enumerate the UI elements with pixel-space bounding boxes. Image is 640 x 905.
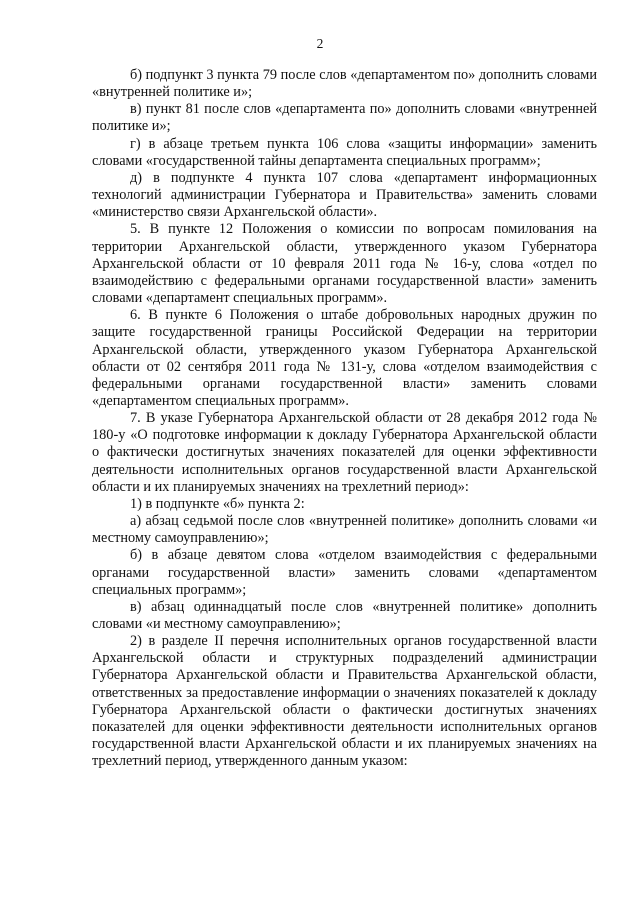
paragraph-b-subpoint: б) подпункт 3 пункта 79 после слов «департаментом по» дополнить словами «внутренней политике и»; <box>92 67 597 101</box>
paragraph-g-point: г) в абзаце третьем пункта 106 слова «защиты информации» заменить словами «государственной тайны департамента специальных программ»; <box>92 135 597 169</box>
paragraph-v-point: в) пункт 81 после слов «департамента по» дополнить словами «внутренней политике и»; <box>92 101 597 135</box>
document-body <box>92 67 597 770</box>
paragraph-subitem-2: 2) в разделе II перечня исполнительных органов государственной власти Архангельской области и структурных подразделений администрации Губернатора Архангельской области и Правительства Архангельской области, ответственных за предоставление информации о значениях показателей к докладу Губернатора Архангельской области о фактически достигнутых значениях показателей для оценки эффективности деятельности исполнительных органов государственной власти Архангельской области и их планируемых значениях на трехлетний период, утвержденного данным указом: <box>92 633 597 770</box>
paragraph-item-6: 6. В пункте 6 Положения о штабе добровольных народных дружин по защите государственной границы Российской Федерации на территории Архангельской области, утвержденного указом Губернатора Архангельской области от 02 сентября 2011 года № 131-у, слова «отделом взаимодействия с федеральными органами государственной власти» заменить словами «департаментом специальных программ». <box>92 307 597 409</box>
paragraph-subitem-b: б) в абзаце девятом слова «отделом взаимодействия с федеральными органами государственной власти» заменить словами «департаментом специальных программ»; <box>92 547 597 598</box>
page-number: 2 <box>316 36 324 51</box>
paragraph-subitem-1: 1) в подпункте «б» пункта 2: <box>130 495 305 512</box>
paragraph-subitem-a: а) абзац седьмой после слов «внутренней политике» дополнить словами «и местному самоуправлению»; <box>92 513 597 547</box>
paragraph-item-7: 7. В указе Губернатора Архангельской области от 28 декабря 2012 года № 180-у «О подготовке информации к докладу Губернатора Архангельской области о фактически достигнутых значениях показателей для оценки эффективности деятельности исполнительных органов государственной власти Архангельской области и их планируемых значениях на трехлетний период»: <box>92 410 597 495</box>
paragraph-subitem-v: в) абзац одиннадцатый после слов «внутренней политике» дополнить словами «и местному самоуправлению»; <box>92 598 597 632</box>
paragraph-item-5: 5. В пункте 12 Положения о комиссии по вопросам помилования на территории Архангельской области, утвержденного указом Губернатора Архангельской области от 10 февраля 2011 года № 16-у, слова «отдел по взаимодействию с федеральными органами государственной власти» заменить словами «департамент специальных программ». <box>92 221 597 307</box>
paragraph-d-point: д) в подпункте 4 пункта 107 слова «департамент информационных технологий администрации Губернатора и Правительства» заменить словами «министерство связи Архангельской области». <box>92 169 597 221</box>
